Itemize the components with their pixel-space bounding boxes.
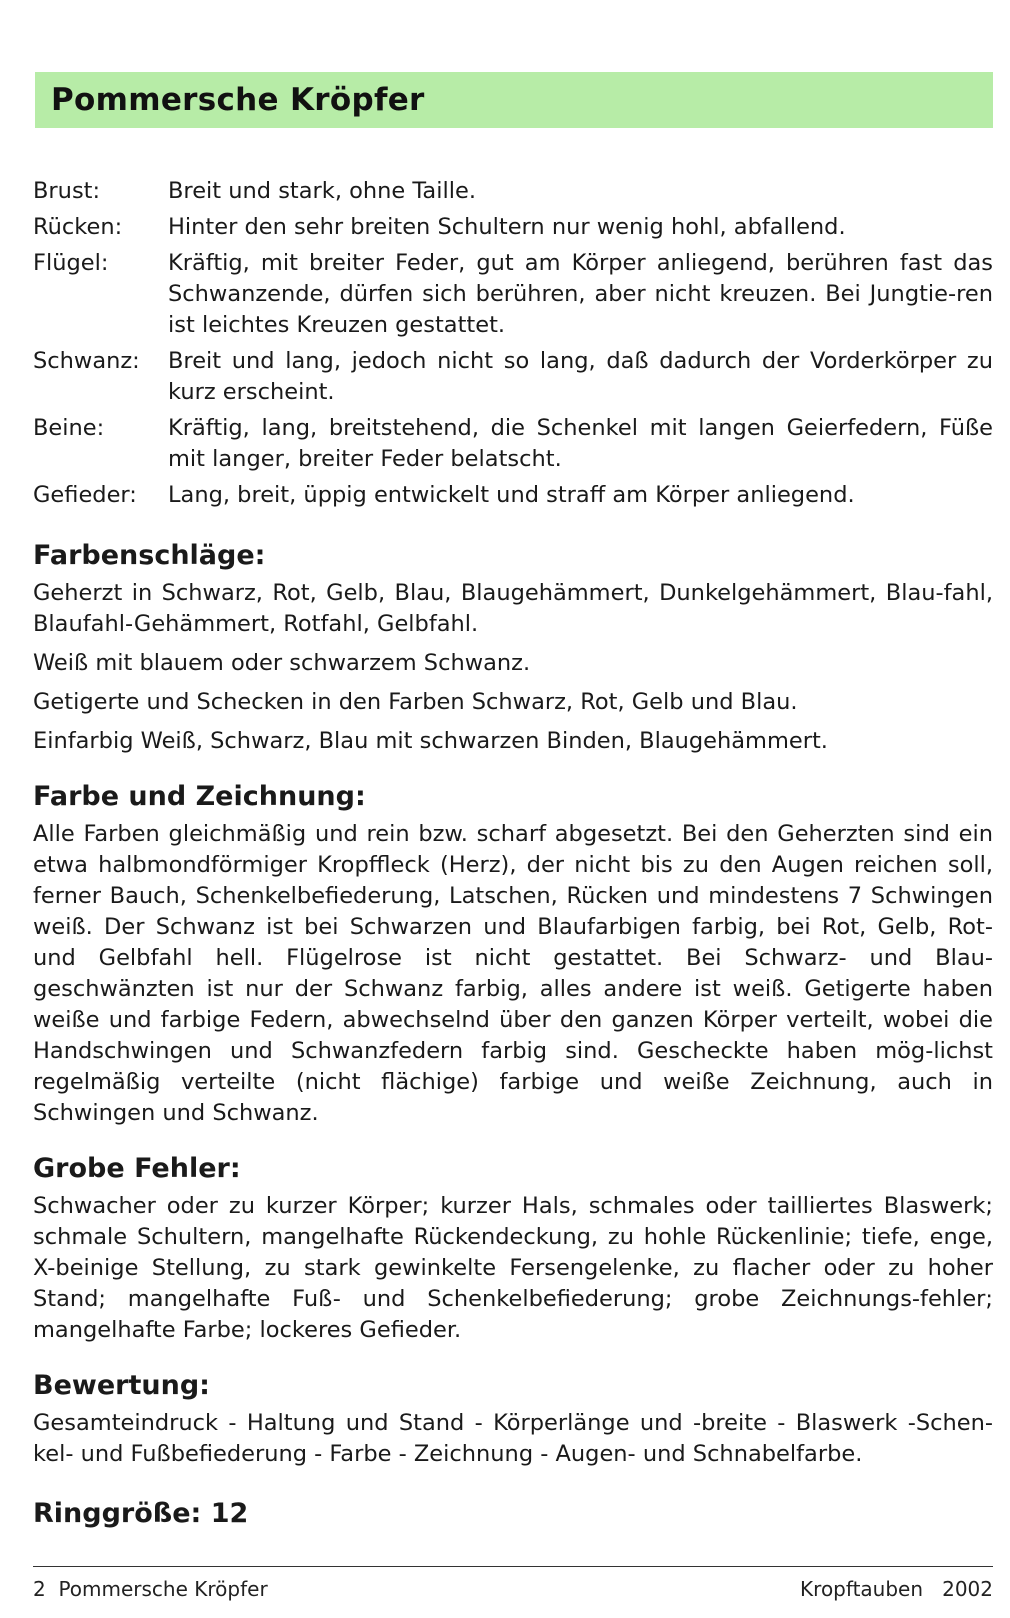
attribute-row	[33, 176, 993, 212]
attribute-value: Hinter den sehr breiten Schultern nur wenig hohl, abfallend.	[168, 214, 846, 240]
attribute-row	[33, 248, 993, 346]
attribute-value: Breit und lang, jedoch nicht so lang, daß dadurch der Vorderkörper zu kurz erscheint.	[168, 348, 993, 405]
footer-divider	[33, 1566, 993, 1567]
farbenschlaege-paragraph: Einfarbig Weiß, Schwarz, Blau mit schwarzen Binden, Blaugehämmert.	[33, 728, 828, 754]
attribute-value: Lang, breit, üppig entwickelt und straff am Körper anliegend.	[168, 482, 855, 508]
attribute-row	[33, 346, 993, 413]
attribute-row	[33, 413, 993, 480]
footer-right: Kropftauben 2002	[800, 1577, 993, 1601]
content	[33, 176, 993, 1532]
attribute-value: Kräftig, lang, breitstehend, die Schenkel mit langen Geierfedern, Füße mit langer, breiter Feder belatscht.	[168, 415, 993, 472]
attribute-key: Gefieder:	[33, 482, 137, 508]
attribute-row	[33, 480, 993, 516]
footer	[33, 1576, 993, 1602]
attribute-key: Brust:	[33, 178, 101, 204]
attribute-value: Breit und stark, ohne Taille.	[168, 178, 476, 204]
attribute-key: Rücken:	[33, 214, 123, 240]
title-bar	[35, 72, 993, 128]
attribute-key: Flügel:	[33, 250, 109, 276]
attribute-key: Schwanz:	[33, 348, 140, 374]
grobe-fehler-text: Schwacher oder zu kurzer Körper; kurzer Hals, schmales oder tailliertes Blaswerk; schmale Schultern, mangelhafte Rückendeckung, zu hohle Rückenlinie; tiefe, enge, X-beinige Stellung, zu stark gewinkelte Fersengelenke, zu flacher oder zu hoher Stand; mangelhafte Fuß- und Schenkelbefiederung; grobe Zeichnungs-fehler; mangelhafte Farbe; lockeres Gefieder.	[33, 1193, 993, 1343]
farbenschlaege-paragraph: Weiß mit blauem oder schwarzem Schwanz.	[33, 650, 531, 676]
grobe-fehler-heading: Grobe Fehler:	[33, 1153, 241, 1184]
farbe-zeichnung-heading: Farbe und Zeichnung:	[33, 781, 366, 812]
farbenschlaege-paragraph: Getigerte und Schecken in den Farben Schwarz, Rot, Gelb und Blau.	[33, 689, 798, 715]
footer-left: 2 Pommersche Kröpfer	[33, 1577, 268, 1601]
attribute-key: Beine:	[33, 415, 105, 441]
bewertung-text: Gesamteindruck - Haltung und Stand - Körperlänge und -breite - Blaswerk -Schen-kel- und Fußbefiederung - Farbe - Zeichnung - Augen- und Schnabelfarbe.	[33, 1410, 993, 1467]
farbenschlaege-heading: Farbenschläge:	[33, 540, 266, 571]
ringgroesse: Ringgröße: 12	[33, 1498, 249, 1529]
attribute-row	[33, 212, 993, 248]
bewertung-heading: Bewertung:	[33, 1370, 210, 1401]
page-title: Pommersche Kröpfer	[51, 82, 425, 118]
attribute-value: Kräftig, mit breiter Feder, gut am Körper anliegend, berühren fast das Schwanzende, dürfen sich berühren, aber nicht kreuzen. Bei Jungtie-ren ist leichtes Kreuzen gestattet.	[168, 250, 993, 338]
attributes-table	[33, 176, 993, 516]
farbe-zeichnung-text: Alle Farben gleichmäßig und rein bzw. scharf abgesetzt. Bei den Geherzten sind ein etwa halbmondförmiger Kropffleck (Herz), der nicht bis zu den Augen reichen soll, ferner Bauch, Schenkelbefiederung, Latschen, Rücken und mindestens 7 Schwingen weiß. Der Schwanz ist bei Schwarzen und Blaufarbigen farbig, bei Rot, Gelb, Rot- und Gelbfahl hell. Flügelrose ist nicht gestattet. Bei Schwarz- und Blau-geschwänzten ist nur der Schwanz farbig, alles andere ist weiß. Getigerte haben weiße und farbige Federn, abwechselnd über den ganzen Körper verteilt, wobei die Handschwingen und Schwanzfedern farbig sind. Gescheckte haben mög-lichst regelmäßig verteilte (nicht flächige) farbige und weiße Zeichnung, auch in Schwingen und Schwanz.	[33, 821, 993, 1126]
farbenschlaege-paragraph: Geherzt in Schwarz, Rot, Gelb, Blau, Blaugehämmert, Dunkelgehämmert, Blau-fahl, Blaufahl-Gehämmert, Rotfahl, Gelbfahl.	[33, 580, 993, 637]
